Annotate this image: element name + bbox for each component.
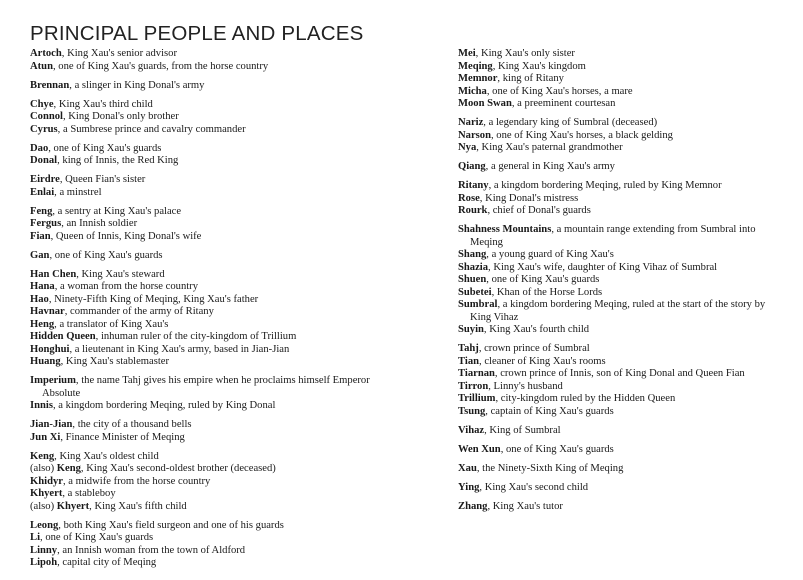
glossary-entry xyxy=(458,161,778,174)
glossary-entry xyxy=(458,463,778,476)
entry-description: , a general in King Xau's army xyxy=(485,161,615,172)
glossary-entry xyxy=(30,294,410,307)
entry-description: , King Xau's oldest child xyxy=(54,450,159,462)
entry-group xyxy=(30,143,410,168)
entry-description: , Linny's husband xyxy=(488,380,563,392)
entry-group xyxy=(458,425,778,438)
glossary-entry xyxy=(458,299,778,324)
entry-name: Jian-Jian xyxy=(30,419,73,430)
entry-description: , King of Sumbral xyxy=(484,424,561,436)
entry-name: Havnar xyxy=(30,306,65,317)
entry-description: , one of King Xau's guards, from the horse country xyxy=(52,60,269,72)
entry-description: , one of King Xau's guards xyxy=(40,532,154,543)
entry-group xyxy=(30,419,410,444)
glossary-entry xyxy=(30,250,410,263)
glossary-entry xyxy=(30,319,410,332)
entry-group xyxy=(458,501,778,514)
entry-name: Sumbral xyxy=(458,299,498,310)
entry-name: Shazia xyxy=(458,261,489,273)
entry-group xyxy=(458,343,778,418)
entry-name: Xau xyxy=(458,462,477,474)
entry-description: , a mountain range extending from Sumbral into Meqing xyxy=(470,224,756,248)
entry-name: Moon Swan xyxy=(458,98,512,109)
entry-description: , King Xau's fourth child xyxy=(483,324,590,335)
entry-description: , one of King Xau's guards xyxy=(49,249,163,261)
entry-description: , king of Ritany xyxy=(497,73,564,84)
entry-description: , King Xau's second-oldest brother (deceased) xyxy=(80,463,276,474)
entry-description: , King Xau's senior advisor xyxy=(61,48,177,59)
entry-name: Eirdre xyxy=(30,174,60,185)
glossary-entry xyxy=(458,142,778,155)
glossary-entry xyxy=(30,143,410,156)
entry-name: Lipoh xyxy=(30,557,58,568)
entry-description: , a sentry at King Xau's palace xyxy=(52,205,182,217)
entry-name: Feng xyxy=(30,205,53,217)
glossary-entry xyxy=(458,482,778,495)
glossary-entry xyxy=(30,155,410,168)
entry-name: Keng xyxy=(56,463,81,474)
entry-name: Tirron xyxy=(458,380,489,392)
entry-description: , one of King Xau's horses, a mare xyxy=(486,85,633,97)
entry-name: Nariz xyxy=(458,117,484,128)
entry-description: , captain of King Xau's guards xyxy=(485,405,614,417)
entry-description: , one of King Xau's horses, a black gelding xyxy=(490,129,673,141)
entry-name: Tahj xyxy=(458,343,479,354)
entry-description: , a midwife from the horse country xyxy=(62,475,211,487)
entry-name: Atun xyxy=(30,60,53,72)
entry-name: Dao xyxy=(30,142,49,154)
entry-description: , Finance Minister of Meqing xyxy=(60,431,185,443)
glossary-entry xyxy=(458,287,778,300)
entry-name: Innis xyxy=(30,400,53,411)
glossary-entry xyxy=(30,451,410,464)
glossary-entry xyxy=(30,557,410,570)
entry-group xyxy=(458,482,778,495)
entry-description: , the name Tahj gives his empire when he proclaims himself Emperor Absolute xyxy=(42,375,370,399)
glossary-entry xyxy=(458,48,778,61)
glossary-entry xyxy=(458,205,778,218)
glossary-entry xyxy=(30,532,410,545)
entry-name: Han Chen xyxy=(30,268,77,280)
glossary-entry xyxy=(30,520,410,533)
entry-description: , Khan of the Horse Lords xyxy=(491,286,603,298)
entry-description: , a translator of King Xau's xyxy=(54,318,169,330)
glossary-entry xyxy=(30,432,410,445)
glossary-entry xyxy=(30,99,410,112)
glossary-entry xyxy=(30,206,410,219)
glossary-entry xyxy=(458,249,778,262)
entry-name: Wen Xun xyxy=(458,443,501,455)
entry-group xyxy=(458,224,778,337)
entry-name: Tiarnan xyxy=(458,368,495,379)
glossary-entry xyxy=(30,356,410,369)
entry-description: , crown prince of Innis, son of King Donal and Queen Fian xyxy=(494,368,745,379)
entry-group xyxy=(458,48,778,111)
entry-description: , King Xau's second child xyxy=(479,481,589,493)
entry-name: Li xyxy=(30,532,41,543)
entry-prefix: (also) xyxy=(30,500,57,512)
entry-description: , King Donal's mistress xyxy=(479,192,579,204)
entry-description: , a young guard of King Xau's xyxy=(486,249,614,260)
glossary-entry xyxy=(30,269,410,282)
entry-description: , King Xau's tutor xyxy=(487,500,563,512)
entry-description: , a Sumbrese prince and cavalry commander xyxy=(57,123,246,135)
entry-description: , a kingdom bordering Meqing, ruled by King Memnor xyxy=(488,180,722,191)
entry-description: , crown prince of Sumbral xyxy=(478,343,590,354)
entry-group xyxy=(458,444,778,457)
glossary-entry xyxy=(458,381,778,394)
entry-description: , a slinger in King Donal's army xyxy=(69,79,205,91)
left-column xyxy=(30,48,410,576)
entry-group xyxy=(30,206,410,244)
entry-name: Hao xyxy=(30,293,49,305)
entry-group xyxy=(30,174,410,199)
entry-name: Suyin xyxy=(458,324,484,335)
glossary-entry xyxy=(458,130,778,143)
glossary-entry xyxy=(30,124,410,137)
entry-name: Ying xyxy=(458,481,480,493)
glossary-entry xyxy=(458,61,778,74)
entry-name: Khyert xyxy=(56,500,90,512)
glossary-entry xyxy=(30,375,410,400)
entry-description: , a kingdom bordering Meqing, ruled at the start of the story by King Vihaz xyxy=(470,299,766,323)
entry-name: Mei xyxy=(458,48,476,59)
glossary-entry xyxy=(30,48,410,61)
right-column xyxy=(458,48,778,520)
entry-name: Subetei xyxy=(458,286,492,298)
entry-description: , one of King Xau's guards xyxy=(500,443,614,455)
entry-description: , Ninety-Fifth King of Meqing, King Xau's father xyxy=(48,293,259,305)
glossary-entry xyxy=(30,61,410,74)
entry-description: , the Ninety-Sixth King of Meqing xyxy=(476,462,624,474)
entry-description: , inhuman ruler of the city-kingdom of Trillium xyxy=(95,331,297,342)
entry-group xyxy=(30,520,410,570)
page-title: PRINCIPAL PEOPLE AND PLACES xyxy=(30,22,364,45)
entry-name: Trillium xyxy=(458,393,496,404)
entry-name: Imperium xyxy=(30,375,76,386)
entry-name: Qiang xyxy=(458,161,486,172)
entry-name: Leong xyxy=(30,519,59,531)
entry-description: , a preeminent courtesan xyxy=(511,98,616,109)
entry-name: Hana xyxy=(30,281,55,292)
entry-description: , a minstrel xyxy=(54,186,102,198)
glossary-entry xyxy=(458,98,778,111)
entry-name: Heng xyxy=(30,318,55,330)
glossary-entry xyxy=(30,476,410,489)
entry-description: , an Innish soldier xyxy=(61,218,138,229)
glossary-entry xyxy=(458,406,778,419)
entry-name: Linny xyxy=(30,544,58,556)
entry-group xyxy=(30,99,410,137)
entry-name: Chye xyxy=(30,98,54,110)
glossary-entry xyxy=(458,343,778,356)
entry-description: , Queen of Innis, King Donal's wife xyxy=(50,230,202,242)
glossary-entry xyxy=(30,187,410,200)
entry-name: Rourk xyxy=(458,205,488,216)
entry-name: Fergus xyxy=(30,218,62,229)
glossary-entry xyxy=(458,274,778,287)
glossary-entry xyxy=(30,344,410,357)
glossary-entry xyxy=(30,80,410,93)
entry-description: , commander of the army of Ritany xyxy=(64,306,214,317)
entry-name: Keng xyxy=(30,450,55,462)
entry-group xyxy=(458,180,778,218)
entry-name: Gan xyxy=(30,249,50,261)
glossary-entry xyxy=(458,393,778,406)
entry-group xyxy=(458,463,778,476)
entry-description: , King Xau's fifth child xyxy=(89,500,187,512)
entry-name: Fian xyxy=(30,230,51,242)
glossary-entry xyxy=(458,180,778,193)
entry-description: , an Innish woman from the town of Aldford xyxy=(57,544,246,556)
entry-description: , city-kingdom ruled by the Hidden Queen xyxy=(495,393,676,404)
entry-name: Brennan xyxy=(30,79,70,91)
entry-name: Khidyr xyxy=(30,475,63,487)
entry-description: , King Xau's steward xyxy=(76,268,165,280)
entry-name: Khyert xyxy=(30,488,63,499)
entry-group xyxy=(30,375,410,413)
glossary-entry xyxy=(30,419,410,432)
entry-description: , a stableboy xyxy=(62,488,116,499)
glossary-entry xyxy=(30,231,410,244)
entry-name: Meqing xyxy=(458,60,493,72)
entry-description: , both King Xau's field surgeon and one of his guards xyxy=(58,519,284,531)
entry-group xyxy=(30,48,410,73)
entry-name: Memnor xyxy=(458,73,498,84)
entry-group xyxy=(30,80,410,93)
entry-description: , one of King Xau's guards xyxy=(48,142,162,154)
glossary-entry xyxy=(458,86,778,99)
glossary-entry xyxy=(30,488,410,501)
glossary-entry xyxy=(458,193,778,206)
entry-description: , a lieutenant in King Xau's army, based in Jian-Jian xyxy=(69,343,290,355)
glossary-entry xyxy=(458,368,778,381)
glossary-entry xyxy=(458,356,778,369)
entry-name: Tsung xyxy=(458,405,486,417)
entry-description: , King Xau's only sister xyxy=(475,48,575,59)
glossary-entry xyxy=(30,463,410,476)
entry-group xyxy=(458,161,778,174)
entry-name: Vihaz xyxy=(458,424,485,436)
glossary-entry xyxy=(458,324,778,337)
entry-name: Connol xyxy=(30,111,63,122)
glossary-entry xyxy=(30,400,410,413)
entry-description: , King Donal's only brother xyxy=(62,111,179,122)
entry-description: , a woman from the horse country xyxy=(54,281,199,292)
entry-name: Huang xyxy=(30,356,61,367)
entry-name: Honghui xyxy=(30,343,70,355)
glossary-entry xyxy=(30,545,410,558)
entry-description: , capital city of Meqing xyxy=(57,557,157,568)
glossary-entry xyxy=(458,262,778,275)
entry-description: , King Xau's kingdom xyxy=(492,60,586,72)
glossary-entry xyxy=(458,501,778,514)
entry-name: Donal xyxy=(30,155,58,166)
glossary-entry xyxy=(458,117,778,130)
entry-name: Jun Xi xyxy=(30,431,61,443)
entry-name: Hidden Queen xyxy=(30,331,96,342)
entry-description: , cleaner of King Xau's rooms xyxy=(479,355,606,367)
entry-prefix: (also) xyxy=(30,463,57,474)
entry-name: Shang xyxy=(458,249,487,260)
entry-description: , a kingdom bordering Meqing, ruled by King Donal xyxy=(52,400,276,411)
entry-description: , King Xau's third child xyxy=(53,98,153,110)
glossary-entry xyxy=(30,331,410,344)
entry-group xyxy=(458,117,778,155)
glossary-entry xyxy=(30,111,410,124)
entry-name: Rose xyxy=(458,192,480,204)
entry-name: Shuen xyxy=(458,274,487,285)
entry-name: Enlai xyxy=(30,186,55,198)
entry-name: Micha xyxy=(458,85,487,97)
glossary-entry xyxy=(458,425,778,438)
entry-description: , the city of a thousand bells xyxy=(72,419,192,430)
entry-name: Tian xyxy=(458,355,480,367)
entry-description: , King Xau's wife, daughter of King Vihaz of Sumbral xyxy=(488,261,718,273)
glossary-entry xyxy=(458,444,778,457)
glossary-entry xyxy=(458,224,778,249)
glossary-entry xyxy=(30,501,410,514)
glossary-entry xyxy=(458,73,778,86)
entry-description: , chief of Donal's guards xyxy=(487,205,591,216)
glossary-entry xyxy=(30,218,410,231)
entry-description: , king of Innis, the Red King xyxy=(57,155,179,166)
entry-name: Nya xyxy=(458,142,477,153)
entry-description: , Queen Fian's sister xyxy=(59,174,146,185)
entry-name: Cyrus xyxy=(30,123,58,135)
entry-description: , King Xau's stablemaster xyxy=(60,356,170,367)
entry-group xyxy=(30,269,410,369)
entry-name: Narson xyxy=(458,129,491,141)
glossary-entry xyxy=(30,306,410,319)
entry-name: Zhang xyxy=(458,500,488,512)
entry-description: , King Xau's paternal grandmother xyxy=(476,142,623,153)
entry-name: Ritany xyxy=(458,180,489,191)
entry-group xyxy=(30,451,410,514)
glossary-entry xyxy=(30,281,410,294)
entry-description: , a legendary king of Sumbral (deceased) xyxy=(483,117,658,128)
entry-group xyxy=(30,250,410,263)
entry-description: , one of King Xau's guards xyxy=(486,274,600,285)
entry-name: Shahness Mountains xyxy=(458,224,552,235)
glossary-entry xyxy=(30,174,410,187)
entry-name: Artoch xyxy=(30,48,62,59)
